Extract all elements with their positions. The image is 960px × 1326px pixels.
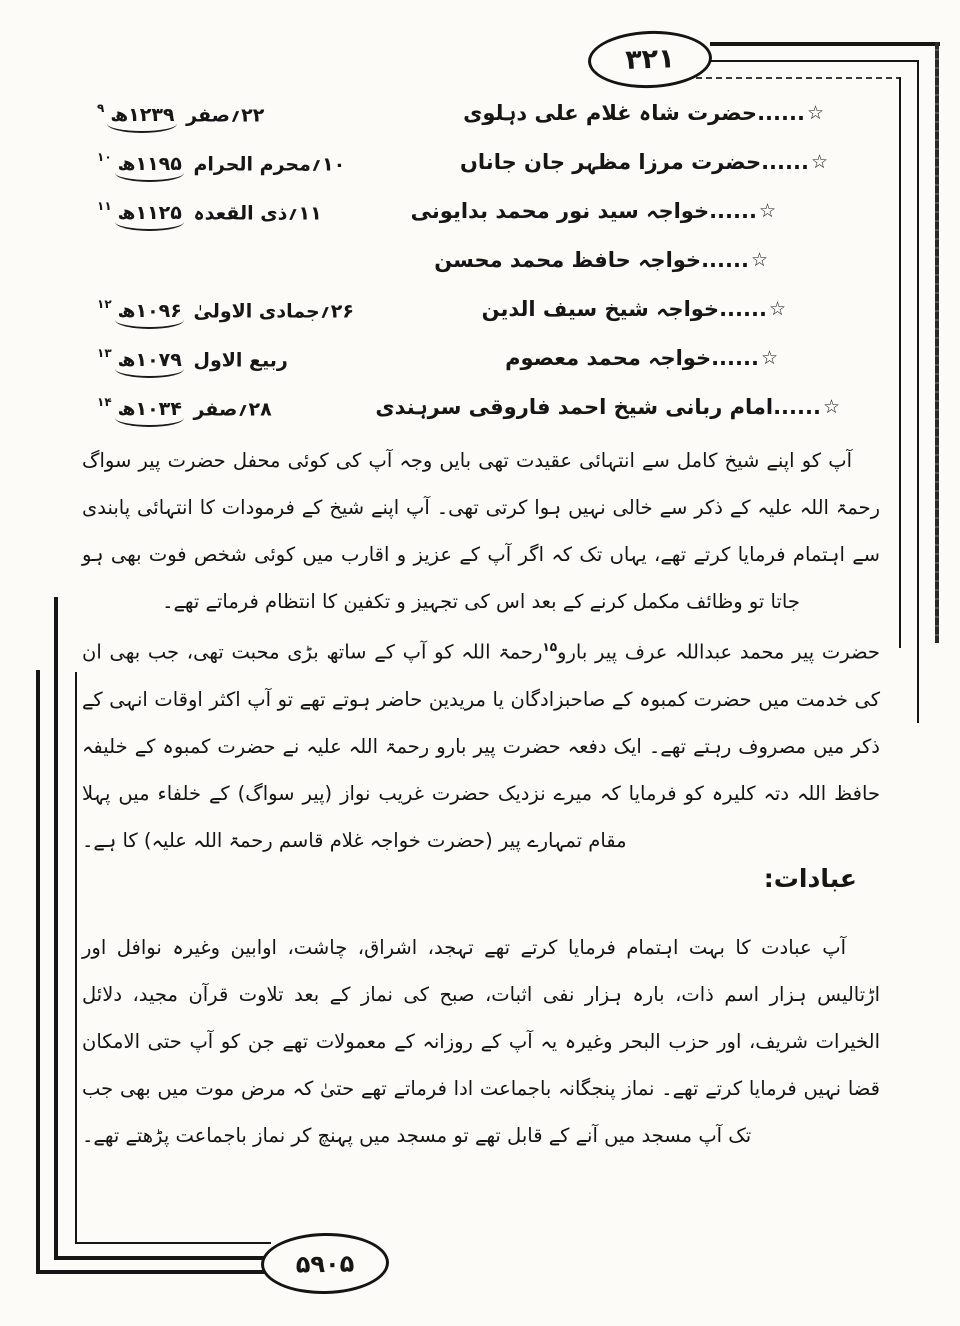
leader-dots: ...... (719, 297, 767, 321)
date-year: ۱۰۷۹ھ (117, 349, 182, 372)
entry-name-cell (375, 395, 840, 419)
footnote-marker: ۱۴ (97, 395, 112, 409)
date-year: ۱۲۳۹ھ (110, 104, 175, 127)
entry-name: امام ربانی شیخ احمد فاروقی سرہندی (375, 395, 774, 419)
leader-dots: ...... (711, 346, 759, 370)
leader-dots: ...... (761, 150, 809, 174)
entry-name: حضرت شاہ غلام علی دہلوی (463, 101, 758, 125)
list-item (85, 195, 840, 244)
entry-name-cell (482, 297, 786, 321)
footnote-marker: ۹ (97, 101, 105, 115)
list-item (85, 391, 840, 440)
star-icon: ☆ (768, 298, 786, 320)
frame-right-line-inner (899, 77, 901, 648)
entry-name: خواجہ سید نور محمد بدایونی (410, 199, 710, 223)
footnote-marker: ۱۲ (97, 297, 112, 311)
entry-date (97, 201, 322, 224)
leader-dots: ...... (773, 395, 821, 419)
footnote-marker: ۱۵ (542, 640, 558, 654)
frame-right-line-middle (917, 60, 919, 723)
entry-name: خواجہ محمد معصوم (505, 346, 712, 370)
frame-right-line-outer (935, 42, 939, 643)
list-item (85, 97, 840, 146)
entry-name-cell (411, 199, 776, 223)
date-year: ۱۱۲۵ھ (117, 202, 182, 225)
entry-name-cell (463, 101, 824, 125)
entry-name: خواجہ حافظ محمد محسن (434, 248, 702, 272)
frame-top-line-outer (710, 42, 940, 46)
frame-bottom-line-inner (75, 1242, 271, 1244)
entry-date (97, 397, 272, 420)
frame-left-line-middle (54, 597, 58, 1260)
frame-left-line-inner (75, 672, 77, 1244)
leader-dots: ...... (701, 248, 749, 272)
page-number-top (587, 29, 713, 90)
star-icon: ☆ (810, 151, 828, 173)
paragraph-3: آپ عبادت کا بہت اہتمام فرمایا کرتے تھے تہجد، اشراق، چاشت، اوابین وغیرہ نوافل اور اڑتالیس ہزار اسم ذات، بارہ ہزار نفی اثبات، صبح کی نماز کے بعد تلاوت قرآن مجید، دلائل الخیرات شریف، اور حزب البحر وغیرہ یہ آپ کے روزانہ کے معمولات تھے جن کو آپ حتی الامکان قضا نہیں فرمایا کرتے تھے۔ نماز پنجگانہ باجماعت ادا فرماتے تھے حتیٰ کہ مرض موت میں بھی جب تک آپ مسجد میں آنے کے قابل تھے تو مسجد میں پہنچ کر نماز باجماعت پڑھتے تھے۔ (82, 936, 880, 1147)
footnote-marker: ۱۳ (97, 346, 112, 360)
star-icon: ☆ (760, 347, 778, 369)
date-day-month: ۱۱؍ذی القعدہ (186, 202, 322, 225)
date-year: ۱۰۳۴ھ (117, 398, 182, 421)
page-number-bottom (260, 1232, 389, 1295)
entry-date (97, 348, 288, 371)
date-day-month: ۲۸؍صفر (186, 398, 272, 421)
date-day-month: ۲۲؍صفر (179, 104, 265, 127)
star-icon: ☆ (750, 249, 768, 271)
frame-top-line-inner (686, 77, 901, 79)
footnote-marker: ۱۰ (97, 150, 112, 164)
entry-name-cell (434, 248, 768, 272)
entry-date (97, 103, 264, 126)
entry-name-cell (505, 346, 778, 370)
frame-bottom-line-middle (54, 1256, 266, 1260)
paragraph-2: حضرت پیر محمد عبداللہ عرف پیر بارو$^{۱۵}$رحمۃ اللہ کو آپ کے ساتھ بڑی محبت تھی، جب بھی ان کی خدمت میں حضرت کمبوہ کے صاحبزادگان یا مریدین حاضر ہوتے تھے تو آپ اکثر اوقات انہی کے ذکر میں مصروف رہتے تھے۔ ایک دفعہ حضرت پیر بارو رحمۃ اللہ علیہ نے حضرت کمبوہ کے خلیفہ حافظ اللہ دتہ کلیرہ کو فرمایا کہ میرے نزدیک حضرت غریب نواز (پیر سواگ) کے خلفاء میں پہلا مقام تمہارے پیر (حضرت خواجہ غلام قاسم رحمۃ اللہ علیہ) کا ہے۔ (82, 640, 880, 852)
list-item (85, 342, 840, 391)
frame-left-line-outer (36, 670, 40, 1274)
entries-list (85, 97, 840, 440)
date-day-month: ربیع الاول (186, 349, 288, 372)
page-number-top-value: ۳۲۱ (624, 43, 676, 76)
leader-dots: ...... (709, 199, 757, 223)
list-item (85, 146, 840, 195)
star-icon: ☆ (758, 200, 776, 222)
entry-name-cell (460, 150, 828, 174)
frame-bottom-line-outer (36, 1270, 266, 1274)
frame-top-line-middle (698, 60, 919, 62)
entry-date (97, 152, 345, 175)
star-icon: ☆ (822, 396, 840, 418)
date-year: ۱۰۹۶ھ (117, 300, 182, 323)
page-number-bottom-value: ۵۹۰۵ (295, 1248, 355, 1279)
date-day-month: ۱۰؍محرم الحرام (186, 153, 346, 176)
entry-date (97, 299, 354, 322)
section-heading: عبادات: (763, 864, 857, 893)
footnote-marker: ۱۱ (97, 199, 112, 213)
leader-dots: ...... (757, 101, 805, 125)
list-item (85, 244, 840, 293)
date-day-month: ۲۶؍جمادی الاولیٰ (186, 300, 354, 323)
paragraph-1: آپ کو اپنے شیخ کامل سے انتہائی عقیدت تھی بایں وجہ آپ کی کوئی محفل حضرت پیر سواگ رحمۃ اللہ علیہ کے ذکر سے خالی نہیں ہوا کرتی تھی۔ آپ اپنے شیخ کے فرمودات کا انتہائی پابندی سے اہتمام فرمایا کرتے تھے، یہاں تک کہ اگر آپ کے عزیز و اقارب میں کوئی شخص فوت بھی ہو جاتا تو وظائف مکمل کرنے کے بعد اس کی تجہیز و تکفین کا انتظام فرماتے تھے۔ (82, 449, 880, 613)
star-icon: ☆ (806, 102, 824, 124)
list-item (85, 293, 840, 342)
date-year: ۱۱۹۵ھ (117, 153, 182, 176)
entry-name: حضرت مرزا مظہر جان جاناں (460, 150, 762, 174)
entry-name: خواجہ شیخ سیف الدین (481, 297, 720, 321)
